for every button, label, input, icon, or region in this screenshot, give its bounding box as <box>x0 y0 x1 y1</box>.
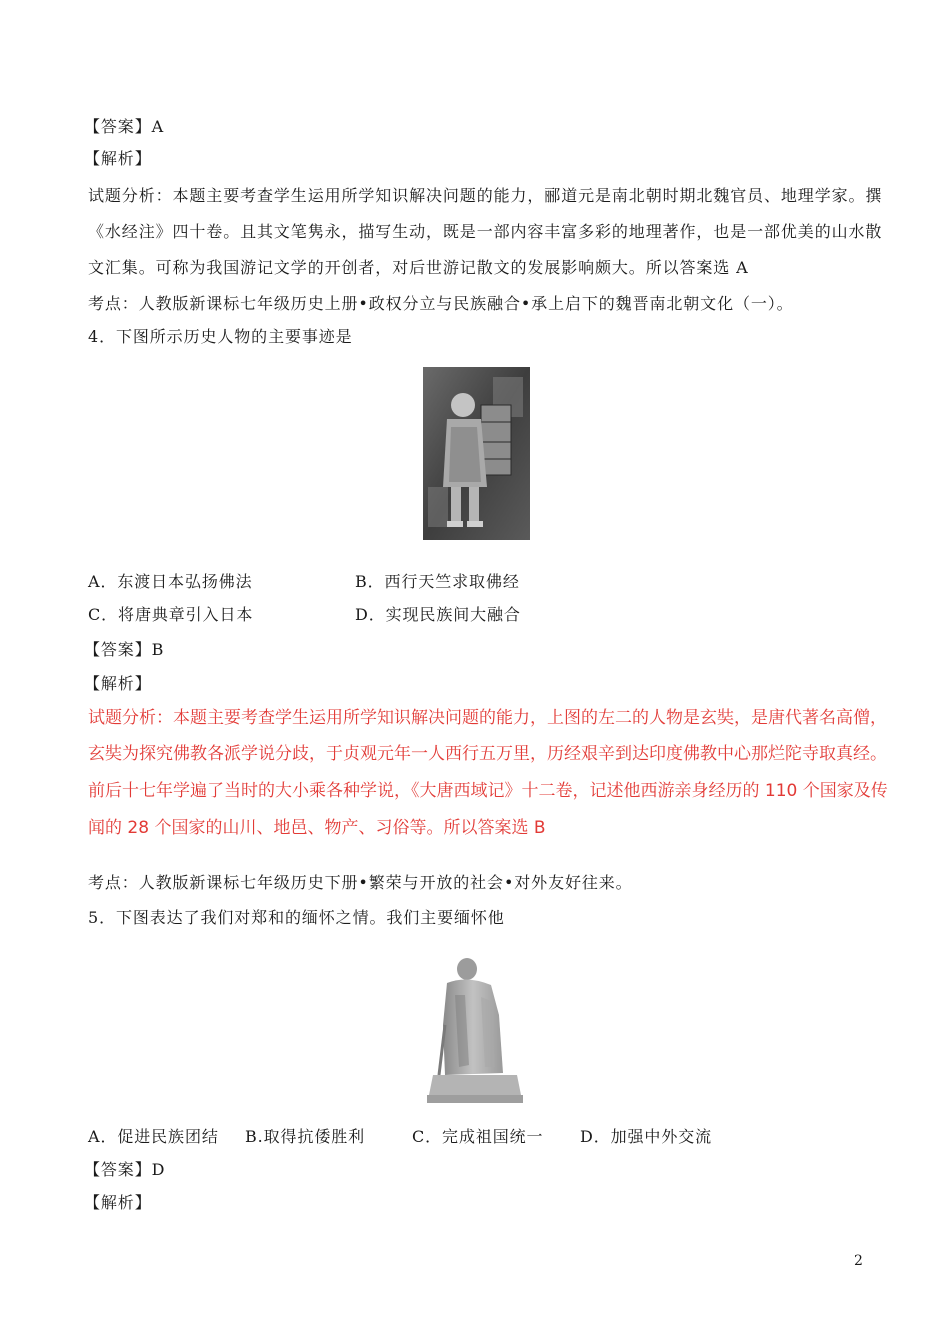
q4-question: 4．下图所示历史人物的主要事迹是 <box>88 327 353 346</box>
q4-analysis-label: 【解析】 <box>84 674 152 693</box>
zheng-he-statue-image <box>425 955 525 1105</box>
q4-option-d: D．实现民族间大融合 <box>355 605 521 624</box>
q3-analysis-line: 《水经注》四十卷。且其文笔隽永，描写生动，既是一部内容丰富多彩的地理著作，也是一部优美的山水散 <box>88 222 883 241</box>
q3-knowledge-point: 考点：人教版新课标七年级历史上册•政权分立与民族融合•承上启下的魏晋南北朝文化（一）。 <box>88 294 794 313</box>
q3-analysis-line: 文汇集。可称为我国游记文学的开创者，对后世游记散文的发展影响颇大。所以答案选 A <box>88 258 749 277</box>
page-number: 2 <box>854 1253 863 1269</box>
q3-analysis-line: 试题分析：本题主要考查学生运用所学知识解决问题的能力，郦道元是南北朝时期北魏官员、地理学家。撰 <box>88 186 883 205</box>
q4-analysis-line: 前后十七年学遍了当时的大小乘各种学说，《大唐西域记》十二卷，记述他西游亲身经历的 110 个国家及传 <box>88 781 888 801</box>
q4-analysis-line: 闻的 28 个国家的山川、地邑、物产、习俗等。所以答案选 B <box>88 818 546 838</box>
q4-analysis-line: 玄奘为探究佛教各派学说分歧，于贞观元年一人西行五万里，历经艰辛到达印度佛教中心那烂陀寺取真经。 <box>88 744 887 764</box>
q4-option-b: B．西行天竺求取佛经 <box>355 572 520 591</box>
q3-answer: 【答案】A <box>84 117 165 136</box>
q5-answer: 【答案】D <box>84 1160 166 1179</box>
xuanzang-figure-image <box>423 367 530 540</box>
q4-knowledge-point: 考点：人教版新课标七年级历史下册•繁荣与开放的社会•对外友好往来。 <box>88 873 633 892</box>
q5-option-b: B.取得抗倭胜利 <box>245 1127 366 1146</box>
q4-analysis-line: 试题分析：本题主要考查学生运用所学知识解决问题的能力，上图的左二的人物是玄奘，是唐代著名高僧， <box>88 708 887 728</box>
q4-answer: 【答案】B <box>84 640 165 659</box>
q5-option-d: D．加强中外交流 <box>580 1127 713 1146</box>
q5-question: 5．下图表达了我们对郑和的缅怀之情。我们主要缅怀他 <box>88 908 505 927</box>
q5-analysis-label: 【解析】 <box>84 1193 152 1212</box>
q4-option-a: A．东渡日本弘扬佛法 <box>88 572 253 591</box>
q5-option-c: C．完成祖国统一 <box>412 1127 544 1146</box>
q4-option-c: C．将唐典章引入日本 <box>88 605 254 624</box>
q3-analysis-label: 【解析】 <box>84 149 152 168</box>
q5-option-a: A．促进民族团结 <box>88 1127 219 1146</box>
